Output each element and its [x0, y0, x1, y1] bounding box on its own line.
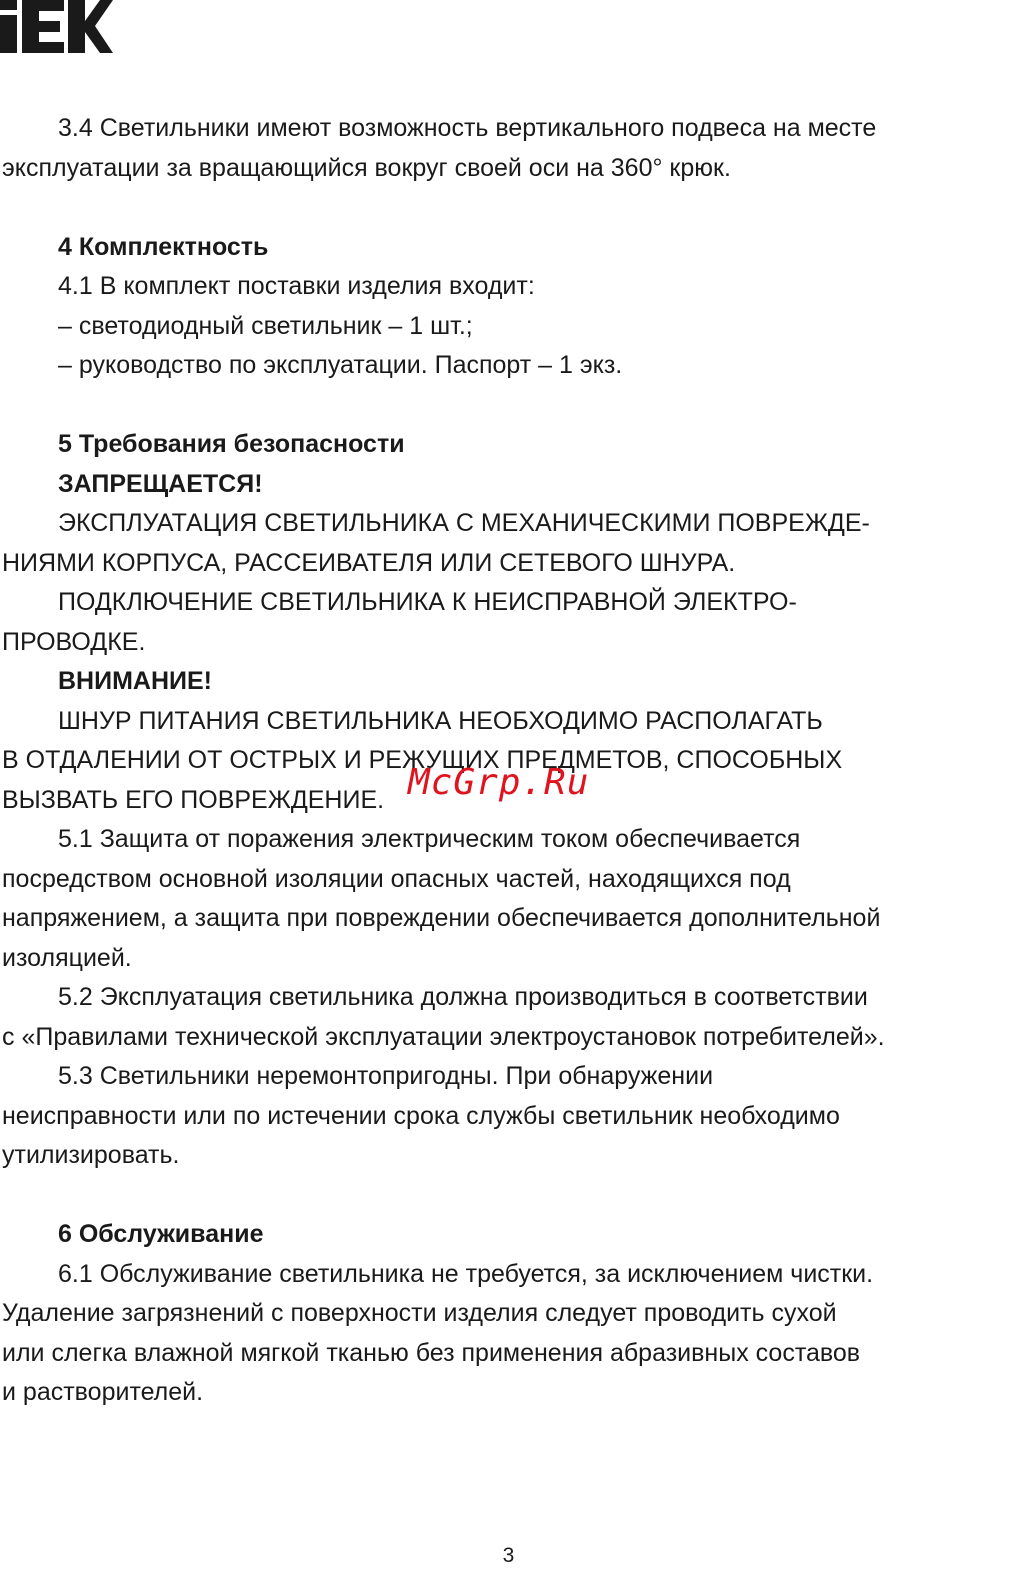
paragraph-5-1-line-2: посредством основной изоляции опасных частей, находящихся под: [2, 864, 791, 893]
paragraph-3-4-line-1: 3.4 Светильники имеют возможность вертикального подвеса на месте: [58, 114, 877, 142]
section-5-heading: 5 Требования безопасности: [58, 430, 405, 458]
paragraph-5-3-line-2: неисправности или по истечении срока службы светильник необходимо: [2, 1101, 840, 1130]
forbidden-item-2-line-2: ПРОВОДКЕ.: [2, 627, 146, 656]
forbidden-label: ЗАПРЕЩАЕТСЯ!: [58, 469, 263, 498]
forbidden-item-2-line-1: ПОДКЛЮЧЕНИЕ СВЕТИЛЬНИКА К НЕИСПРАВНОЙ ЭЛЕКТРО-: [58, 588, 797, 616]
attention-label: ВНИМАНИЕ!: [58, 667, 212, 695]
iek-logo: [0, 0, 114, 54]
paragraph-4-1: 4.1 В комплект поставки изделия входит:: [58, 272, 535, 300]
paragraph-6-1-line-2: Удаление загрязнений с поверхности изделия следует проводить сухой: [2, 1299, 837, 1327]
page-number: 3: [502, 1544, 515, 1567]
watermark: McGrp.Ru: [408, 762, 590, 803]
paragraph-5-2-line-1: 5.2 Эксплуатация светильника должна производиться в соответствии: [58, 983, 868, 1011]
section-4-heading: 4 Комплектность: [58, 232, 269, 261]
document-body: [2, 109, 1012, 1413]
forbidden-item-1-line-2: НИЯМИ КОРПУСА, РАССЕИВАТЕЛЯ ИЛИ СЕТЕВОГО ШНУРА.: [2, 548, 736, 577]
paragraph-5-1-line-3: напряжением, а защита при повреждении обеспечивается дополнительной: [2, 904, 881, 932]
paragraph-6-1-line-4: и растворителей.: [2, 1378, 204, 1406]
attention-text-line-3: ВЫЗВАТЬ ЕГО ПОВРЕЖДЕНИЕ.: [2, 785, 385, 814]
forbidden-item-1-line-1: ЭКСПЛУАТАЦИЯ СВЕТИЛЬНИКА С МЕХАНИЧЕСКИМИ ПОВРЕЖДЕ-: [58, 509, 870, 537]
section-6-heading: 6 Обслуживание: [58, 1220, 264, 1248]
attention-text-line-1: ШНУР ПИТАНИЯ СВЕТИЛЬНИКА НЕОБХОДИМО РАСПОЛАГАТЬ: [58, 706, 823, 735]
paragraph-5-1-line-4: изоляцией.: [2, 943, 132, 972]
attention-text-line-2: В ОТДАЛЕНИИ ОТ ОСТРЫХ И РЕЖУЩИХ ПРЕДМЕТОВ, СПОСОБНЫХ: [2, 746, 843, 774]
paragraph-5-1-line-1: 5.1 Защита от поражения электрическим током обеспечивается: [58, 825, 801, 853]
paragraph-6-1-line-1: 6.1 Обслуживание светильника не требуется, за исключением чистки.: [58, 1259, 874, 1288]
paragraph-5-3-line-3: утилизировать.: [2, 1141, 180, 1169]
paragraph-5-2-line-2: с «Правилами технической эксплуатации электроустановок потребителей».: [2, 1022, 885, 1051]
paragraph-6-1-line-3: или слегка влажной мягкой тканью без применения абразивных составов: [2, 1338, 861, 1367]
list-item: – руководство по эксплуатации. Паспорт – 1 экз.: [58, 351, 623, 379]
list-item: – светодиодный светильник – 1 шт.;: [58, 311, 473, 340]
paragraph-5-3-line-1: 5.3 Светильники неремонтопригодны. При обнаружении: [58, 1062, 714, 1090]
paragraph-3-4-line-2: эксплуатации за вращающийся вокруг своей оси на 360° крюк.: [2, 153, 731, 182]
